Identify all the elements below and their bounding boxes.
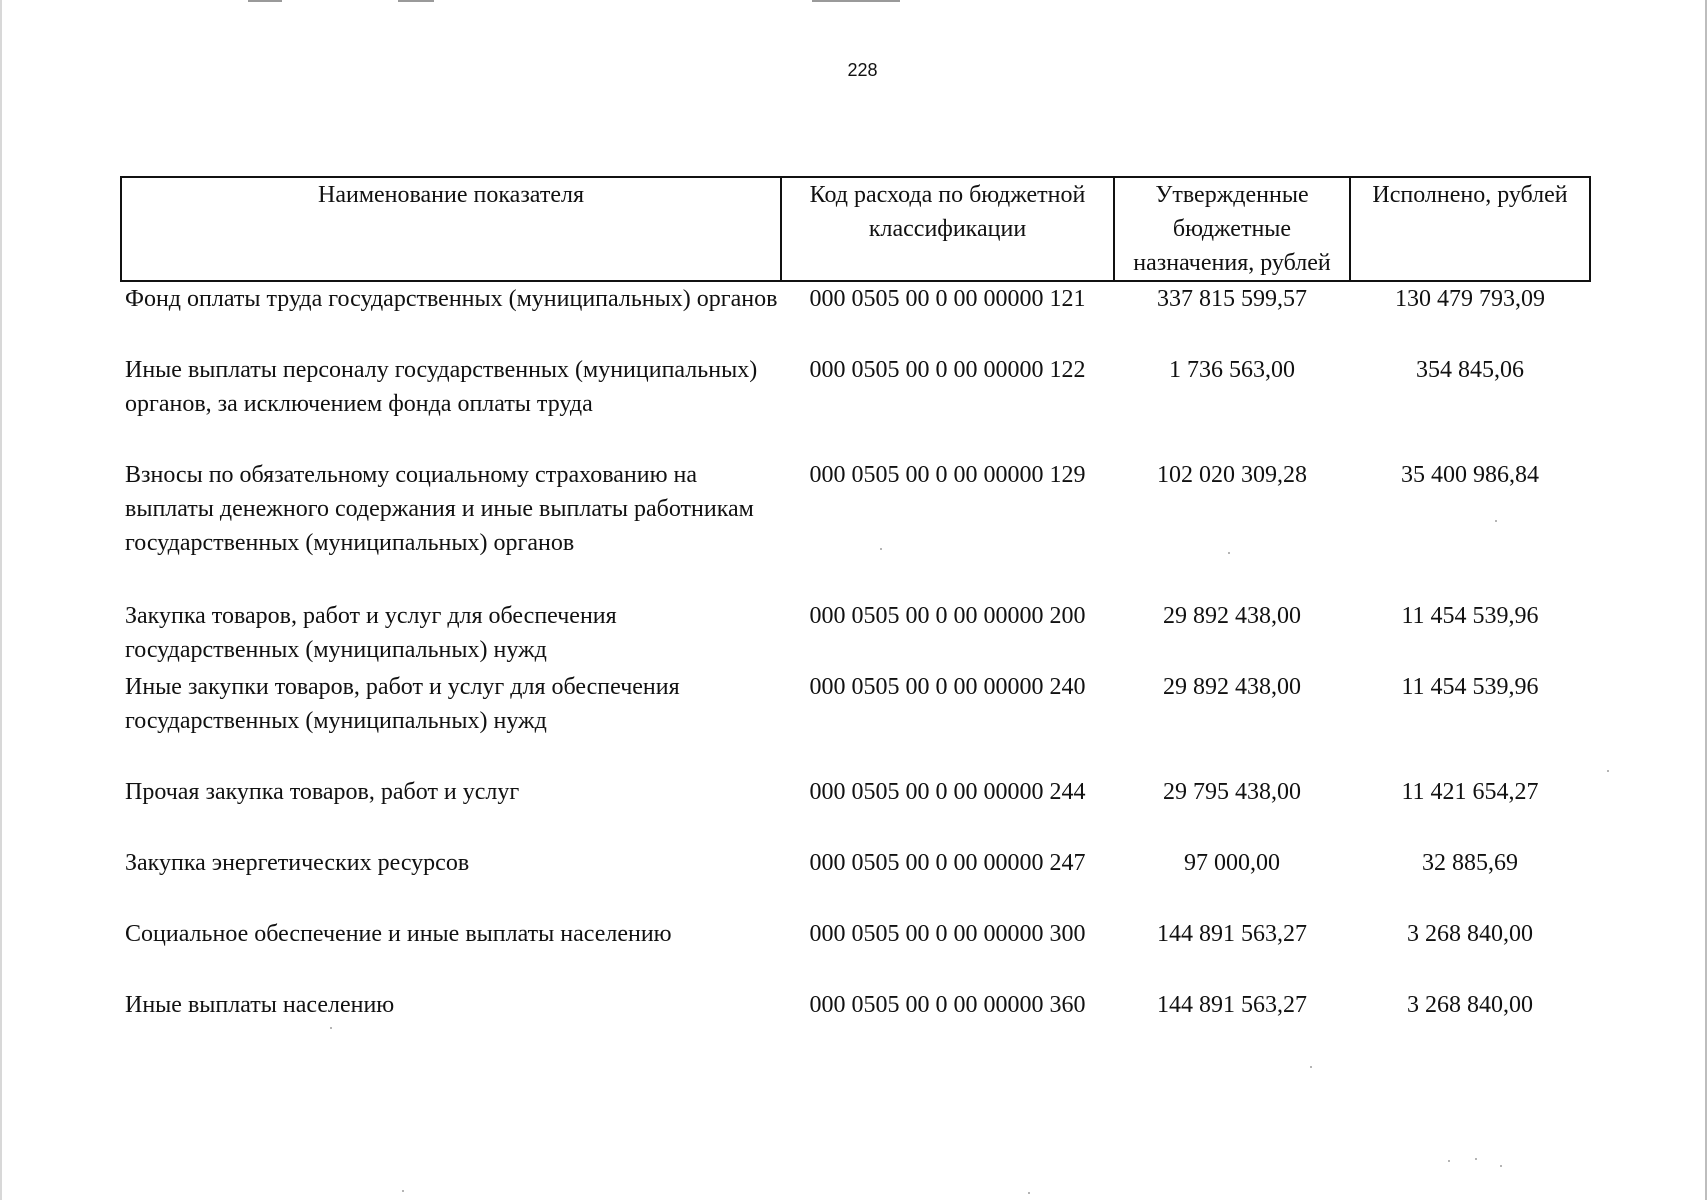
scan-speck [402,1190,404,1192]
table-row [121,846,1590,917]
table-body [121,281,1590,1028]
scan-speck [1310,1066,1312,1068]
indicator-name: Закупка энергетических ресурсов [125,850,470,876]
executed-amount: 11 454 539,96 [1401,674,1539,700]
header-indicator-name: Наименование показателя [121,177,781,281]
scan-speck [1607,770,1609,772]
approved-amount: 29 892 438,00 [1163,603,1301,629]
executed-amount: 35 400 986,84 [1401,462,1539,488]
executed-amount: 354 845,06 [1416,357,1524,383]
executed-amount: 11 454 539,96 [1401,603,1539,629]
expense-code: 000 0505 00 0 00 00000 200 [809,603,1086,629]
approved-amount: 102 020 309,28 [1157,462,1307,488]
table-row [121,599,1590,670]
table-header [121,177,1590,281]
indicator-name: Взносы по обязательному социальному страхованию на выплаты денежного содержания и иные выплаты работникам государственных (муниципальных) органов [125,462,754,556]
table-row [121,353,1590,458]
scan-top-mark [248,0,282,2]
scan-speck [1228,552,1230,554]
approved-amount: 29 892 438,00 [1163,674,1301,700]
indicator-name: Социальное обеспечение и иные выплаты населению [125,921,672,947]
table-row [121,458,1590,599]
executed-amount: 130 479 793,09 [1395,286,1545,312]
executed-amount: 11 421 654,27 [1401,779,1539,805]
page-number: 228 [847,60,878,80]
budget-execution-table [120,176,1591,1028]
approved-amount: 97 000,00 [1184,850,1280,876]
expense-code: 000 0505 00 0 00 00000 247 [809,850,1086,876]
approved-amount: 1 736 563,00 [1169,357,1295,383]
scan-speck [1500,1165,1502,1167]
table-row [121,670,1590,775]
expense-code: 000 0505 00 0 00 00000 121 [809,286,1086,312]
approved-amount: 144 891 563,27 [1157,992,1307,1018]
scan-top-mark [812,0,900,2]
indicator-name: Закупка товаров, работ и услуг для обеспечения государственных (муниципальных) нужд [125,603,617,663]
scan-speck [330,1027,332,1029]
indicator-name: Иные закупки товаров, работ и услуг для обеспечения государственных (муниципальных) нужд [125,674,680,734]
indicator-name: Фонд оплаты труда государственных (муниципальных) органов [125,286,778,312]
table-row [121,917,1590,988]
expense-code: 000 0505 00 0 00 00000 240 [809,674,1086,700]
approved-amount: 337 815 599,57 [1157,286,1307,312]
scan-edge-left [0,0,2,1200]
indicator-name: Иные выплаты населению [125,992,395,1018]
scan-speck [1028,1192,1030,1194]
scan-speck [1475,1158,1477,1160]
scan-speck [1448,1160,1450,1162]
executed-amount: 3 268 840,00 [1407,921,1533,947]
executed-amount: 3 268 840,00 [1407,992,1533,1018]
expense-code: 000 0505 00 0 00 00000 122 [809,357,1086,383]
scan-speck [880,548,882,550]
expense-code: 000 0505 00 0 00 00000 129 [809,462,1086,488]
header-row [121,177,1590,281]
approved-amount: 144 891 563,27 [1157,921,1307,947]
table-row [121,775,1590,846]
table-row [121,988,1590,1028]
expense-code: 000 0505 00 0 00 00000 360 [809,992,1086,1018]
header-expense-code: Код расхода по бюджетной классификации [781,177,1114,281]
table-row [121,281,1590,353]
scan-top-mark [398,0,434,2]
approved-amount: 29 795 438,00 [1163,779,1301,805]
executed-amount: 32 885,69 [1422,850,1518,876]
expense-code: 000 0505 00 0 00 00000 244 [809,779,1086,805]
indicator-name: Иные выплаты персоналу государственных (муниципальных) органов, за исключением фонда оплаты труда [125,357,758,417]
scan-speck [1495,520,1497,522]
expense-code: 000 0505 00 0 00 00000 300 [809,921,1086,947]
indicator-name: Прочая закупка товаров, работ и услуг [125,779,520,805]
header-approved-budget: Утвержденные бюджетные назначения, рублей [1114,177,1350,281]
header-executed: Исполнено, рублей [1350,177,1590,281]
